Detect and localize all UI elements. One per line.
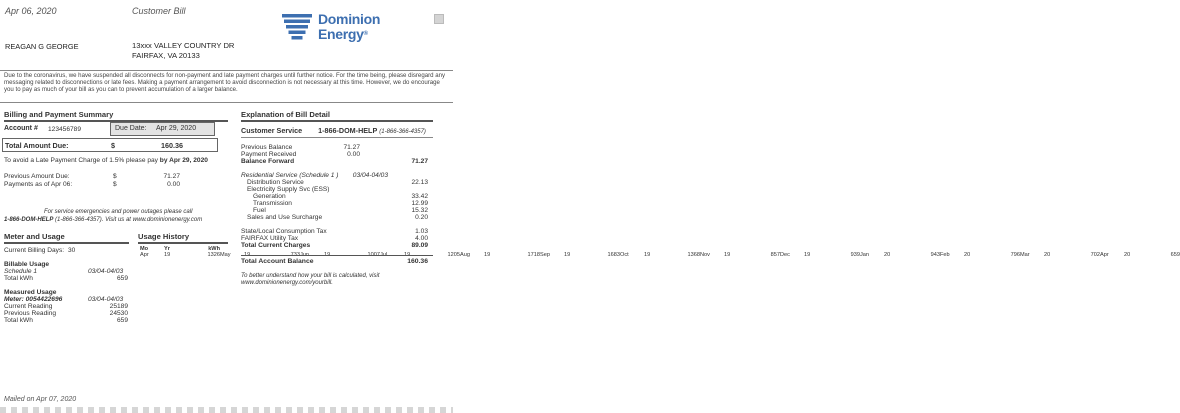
meter-rule <box>4 242 129 244</box>
account-label: Account # <box>4 125 38 132</box>
customer-service-line: Customer Service 1-866-DOM-HELP (1-866-366-4357) <box>241 126 426 135</box>
corner-marker <box>434 14 444 24</box>
due-date-value: Apr 29, 2020 <box>156 125 197 132</box>
transmission-value: 12.99 <box>411 200 428 207</box>
address-line1: 13xxx VALLEY COUNTRY DR <box>132 41 235 50</box>
detail-title: Explanation of Bill Detail <box>241 110 331 119</box>
payment-received-value: 0.00 <box>347 151 360 158</box>
account-balance-value: 160.36 <box>407 258 428 265</box>
billable-usage-label: Billable Usage <box>4 261 50 268</box>
total-due-label: Total Amount Due: <box>5 141 69 150</box>
logo-mark-icon <box>281 13 313 41</box>
due-date-label: Due Date: <box>115 125 147 132</box>
current-charges-value: 89.09 <box>411 242 428 249</box>
history-row: Oct 19 1368 <box>620 252 700 259</box>
history-row: Sep 19 1683 <box>540 252 620 259</box>
history-row: Jan 20 943 <box>860 252 940 259</box>
payment-received-label: Payment Received <box>241 151 297 158</box>
total-due-currency: $ <box>111 141 115 150</box>
current-reading-label: Current Reading <box>4 303 53 310</box>
prev-balance-value: 71.27 <box>343 144 360 151</box>
ess-label: Electricity Supply Svc (ESS) <box>247 186 330 193</box>
fuel-label: Fuel <box>253 207 266 214</box>
notice-bottom-rule <box>0 102 453 103</box>
generation-value: 33.42 <box>411 193 428 200</box>
brand-line2: Energy® <box>318 26 368 42</box>
balance-forward-value: 71.27 <box>411 158 428 165</box>
emergency-line1: For service emergencies and power outages please call <box>44 209 193 215</box>
account-balance-label: Total Account Balance <box>241 258 314 265</box>
history-row: 1205 <box>447 252 460 259</box>
late-charge-note: To avoid a Late Payment Charge of 1.5% please pay by Apr 29, 2020 <box>4 157 208 164</box>
total-due-box <box>2 138 218 152</box>
distribution-value: 22.13 <box>411 179 428 186</box>
history-row: May <box>220 252 231 259</box>
previous-reading-value: 24530 <box>109 310 128 317</box>
brand-line1: Dominion <box>318 11 381 27</box>
sales-value: 0.20 <box>415 214 428 221</box>
balance-forward-label: Balance Forward <box>241 158 295 165</box>
history-row: Nov 19 857 <box>700 252 780 259</box>
history-header-row: Mo Yr kWh <box>140 246 220 252</box>
prev-balance-label: Previous Balance <box>241 144 293 151</box>
residential-label: Residential Service (Schedule 1 ) <box>241 172 339 179</box>
history-row: Apr 19 1326 <box>140 252 220 259</box>
history-rule <box>138 242 228 244</box>
measured-total-label: Total kWh <box>4 317 33 324</box>
measured-usage-label: Measured Usage <box>4 289 57 296</box>
transmission-label: Transmission <box>253 200 292 207</box>
doc-title: Customer Bill <box>132 6 186 16</box>
payments-currency: $ <box>113 181 117 188</box>
emergency-line2: 1-866-DOM-HELP (1-866-366-4357). Visit us at www.dominionenergy.com <box>4 217 203 223</box>
generation-label: Generation <box>253 193 286 200</box>
total-kwh-value: 659 <box>116 275 128 282</box>
previous-reading-label: Previous Reading <box>4 310 57 317</box>
prev-due-value: 71.27 <box>163 173 180 180</box>
detail-rule <box>241 120 433 122</box>
history-row: Feb 20 796 <box>940 252 1020 259</box>
prev-due-label: Previous Amount Due: <box>4 173 70 180</box>
covid-notice: Due to the coronavirus, we have suspended all disconnects for non-payment and late payment charges until further notice. For the time being, please disregard any messaging related to disconnections or late fees. Making a payment arrangement to avoid disconnection is not necessary at this time. However, we do encourage you to pay as much of your bill as you can to prevent accumulation of a larger balance. <box>4 72 446 94</box>
schedule-label: Schedule 1 <box>4 268 37 275</box>
schedule-dates: 03/04-04/03 <box>88 268 124 275</box>
meter-dates: 03/04-04/03 <box>88 296 124 303</box>
meter-number: Meter: 0054422696 <box>4 296 63 303</box>
notice-top-rule <box>0 70 453 71</box>
mailed-date: Mailed on Apr 07, 2020 <box>4 396 77 403</box>
total-kwh-label: Total kWh <box>4 275 33 282</box>
utility-tax-label: FAIRFAX Utility Tax <box>241 235 299 242</box>
residential-dates-value: 03/04-04/03 <box>352 172 388 179</box>
state-tax-label: State/Local Consumption Tax <box>241 228 327 235</box>
billing-days-value: 30 <box>68 247 76 254</box>
history-row: Aug 19 1718 <box>460 252 540 259</box>
service-address <box>132 41 234 61</box>
balance-rule <box>241 255 433 256</box>
fuel-value: 15.32 <box>411 207 428 214</box>
meter-title: Meter and Usage <box>4 232 65 241</box>
history-row: Apr 20 659 <box>1100 252 1180 259</box>
history-row: Dec 19 939 <box>780 252 860 259</box>
total-due-value: 160.36 <box>161 141 183 150</box>
distribution-label: Distribution Service <box>247 179 304 186</box>
history-row: Mar 20 702 <box>1020 252 1100 259</box>
account-number: 123456789 <box>48 126 82 133</box>
sales-label: Sales and Use Surcharge <box>247 214 323 221</box>
customer-name: REAGAN G GEORGE <box>5 42 79 51</box>
utility-tax-value: 4.00 <box>415 235 428 242</box>
current-reading-value: 25189 <box>109 303 128 310</box>
calc-note: To better understand how your bill is calculated, visit www.dominionenergy.com/yourbill. <box>241 273 380 286</box>
bill-date: Apr 06, 2020 <box>5 6 57 16</box>
payments-label: Payments as of Apr 06: <box>4 181 73 188</box>
dominion-logo <box>281 13 313 46</box>
perforation-strip <box>0 407 453 413</box>
billing-days-label: Current Billing Days: <box>4 247 65 254</box>
current-charges-label: Total Current Charges <box>241 242 311 249</box>
summary-title: Billing and Payment Summary <box>4 110 114 119</box>
prev-due-currency: $ <box>113 173 117 180</box>
cs-rule <box>241 137 433 138</box>
brand-wordmark <box>318 12 380 42</box>
measured-total-value: 659 <box>116 317 128 324</box>
payments-value: 0.00 <box>167 181 180 188</box>
address-line2: FAIRFAX, VA 20133 <box>132 51 200 60</box>
state-tax-value: 1.03 <box>415 228 428 235</box>
due-date-box <box>110 122 215 136</box>
history-title: Usage History <box>138 232 190 241</box>
